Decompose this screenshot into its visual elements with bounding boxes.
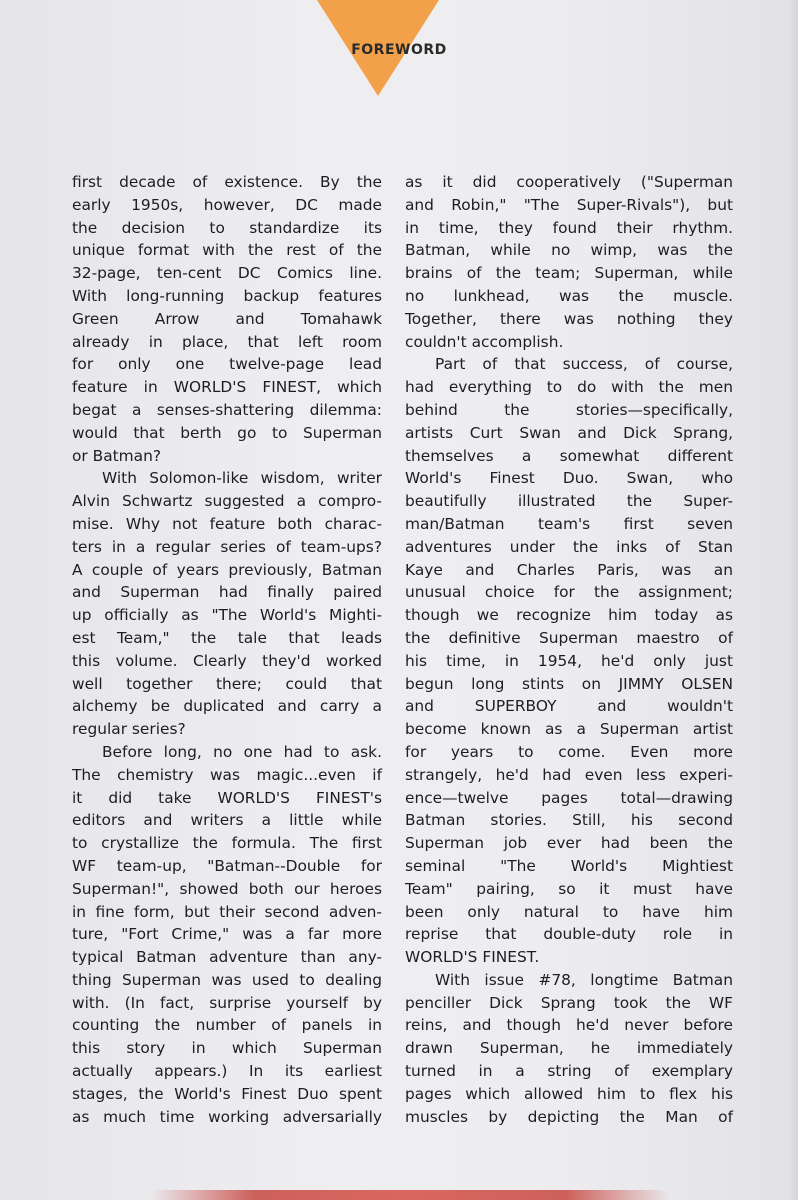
text-line: for years to come. Even more <box>405 742 733 761</box>
text-line: or Batman? <box>72 446 162 465</box>
text-line: already in place, that left room <box>72 332 382 351</box>
text-line: and SUPERBOY and wouldn't <box>405 697 733 716</box>
text-line: with. (In fact, surprise yourself by <box>72 993 382 1012</box>
text-line: WF team-up, "Batman--Double for <box>72 856 382 875</box>
text-line: in time, they found their rhythm. <box>405 218 733 237</box>
text-line: Team" pairing, so it must have <box>405 879 733 898</box>
text-line: counting the number of panels in <box>72 1016 382 1035</box>
text-line: unusual choice for the assignment; <box>405 583 733 602</box>
text-line: A couple of years previously, Batman <box>72 560 382 579</box>
text-line: drawn Superman, he immediately <box>405 1039 733 1058</box>
text-line: muscles by depicting the Man of <box>405 1107 733 1126</box>
text-line: regular series? <box>72 720 186 739</box>
left-text-column <box>72 171 382 1128</box>
page-edge-shadow <box>788 0 798 1200</box>
text-line: Superman job ever had been the <box>405 834 733 853</box>
text-line: ence—twelve pages total—drawing <box>405 788 733 807</box>
text-line: first decade of existence. By the <box>72 173 382 191</box>
text-line: Part of that success, of course, <box>435 355 733 374</box>
text-line: Batman, while no wimp, was the <box>405 241 733 260</box>
text-line: beautifully illustrated the Super- <box>405 492 733 511</box>
text-line: as much time working adversarially <box>72 1107 382 1126</box>
text-line: est Team," the tale that leads <box>72 628 382 647</box>
text-line: mise. Why not feature both charac- <box>72 514 382 533</box>
text-line: reprise that double-duty role in <box>405 925 733 944</box>
text-line: for only one twelve-page lead <box>72 355 382 374</box>
text-line: 32-page, ten-cent DC Comics line. <box>72 264 382 283</box>
text-line: it did take WORLD'S FINEST's <box>72 788 382 807</box>
text-line: Superman!", showed both our heroes <box>72 879 382 898</box>
text-line: With Solomon-like wisdom, writer <box>102 469 382 488</box>
text-line: unique format with the rest of the <box>72 241 382 260</box>
text-line: begun long stints on JIMMY OLSEN <box>405 674 733 693</box>
text-line: ters in a regular series of team-ups? <box>72 537 382 556</box>
text-line: feature in WORLD'S FINEST, which <box>72 378 382 397</box>
text-line: Before long, no one had to ask. <box>102 742 382 761</box>
text-line: this story in which Superman <box>72 1039 382 1058</box>
text-line: Alvin Schwartz suggested a compro- <box>72 492 382 511</box>
text-line: The chemistry was magic...even if <box>72 765 382 784</box>
text-line: man/Batman team's first seven <box>405 514 733 533</box>
page-header: FOREWORD <box>351 42 447 58</box>
text-line: Kaye and Charles Paris, was an <box>405 560 733 579</box>
text-line: in fine form, but their second adven- <box>72 902 382 921</box>
text-line: World's Finest Duo. Swan, who <box>405 469 733 488</box>
text-line: to crystallize the formula. The first <box>72 834 382 853</box>
text-line: typical Batman adventure than any- <box>72 948 382 967</box>
text-line: themselves a somewhat different <box>405 446 733 465</box>
text-line: actually appears.) In its earliest <box>72 1062 382 1081</box>
text-line: begat a senses-shattering dilemma: <box>72 400 382 419</box>
text-line: no lunkhead, was the muscle. <box>405 286 733 305</box>
text-line: the decision to standardize its <box>72 218 382 237</box>
text-line: adventures under the inks of Stan <box>405 537 733 556</box>
text-line: reins, and though he'd never before <box>405 1016 733 1035</box>
text-line: brains of the team; Superman, while <box>405 264 733 283</box>
text-line: seminal "The World's Mightiest <box>405 856 733 875</box>
text-line: become known as a Superman artist <box>405 720 733 739</box>
text-line: pages which allowed him to flex his <box>405 1084 733 1103</box>
text-line: turned in a string of exemplary <box>405 1062 733 1081</box>
text-line: penciller Dick Sprang took the WF <box>405 993 733 1012</box>
text-line: artists Curt Swan and Dick Sprang, <box>405 423 733 442</box>
text-line: With issue #78, longtime Batman <box>435 970 733 989</box>
text-line: early 1950s, however, DC made <box>72 195 382 214</box>
text-line: With long-running backup features <box>72 286 382 305</box>
text-line: and Robin," "The Super-Rivals"), but <box>405 195 733 214</box>
bottom-red-edge <box>150 1190 670 1200</box>
text-line: stages, the World's Finest Duo spent <box>72 1084 382 1103</box>
text-line: had everything to do with the men <box>405 378 733 397</box>
text-line: couldn't accomplish. <box>405 332 564 351</box>
text-line: his time, in 1954, he'd only just <box>405 651 733 670</box>
text-line: Batman stories. Still, his second <box>405 811 733 830</box>
text-line: though we recognize him today as <box>405 606 733 625</box>
text-line: Green Arrow and Tomahawk <box>72 309 382 328</box>
text-line: strangely, he'd had even less experi- <box>405 765 733 784</box>
text-line: up officially as "The World's Mighti- <box>72 606 382 625</box>
text-line: the definitive Superman maestro of <box>405 628 733 647</box>
text-line: well together there; could that <box>72 674 382 693</box>
text-line: this volume. Clearly they'd worked <box>72 651 382 670</box>
text-line: been only natural to have him <box>405 902 733 921</box>
text-line: Together, there was nothing they <box>405 309 733 328</box>
text-line: WORLD'S FINEST. <box>405 948 540 967</box>
text-line: alchemy be duplicated and carry a <box>72 697 382 716</box>
text-line: as it did cooperatively ("Superman <box>405 173 733 191</box>
text-line: thing Superman was used to dealing <box>72 970 382 989</box>
text-line: editors and writers a little while <box>72 811 382 830</box>
text-line: behind the stories—specifically, <box>405 400 733 419</box>
text-line: would that berth go to Superman <box>72 423 382 442</box>
text-line: and Superman had finally paired <box>72 583 382 602</box>
right-text-column <box>405 171 733 1128</box>
text-line: ture, "Fort Crime," was a far more <box>72 925 382 944</box>
